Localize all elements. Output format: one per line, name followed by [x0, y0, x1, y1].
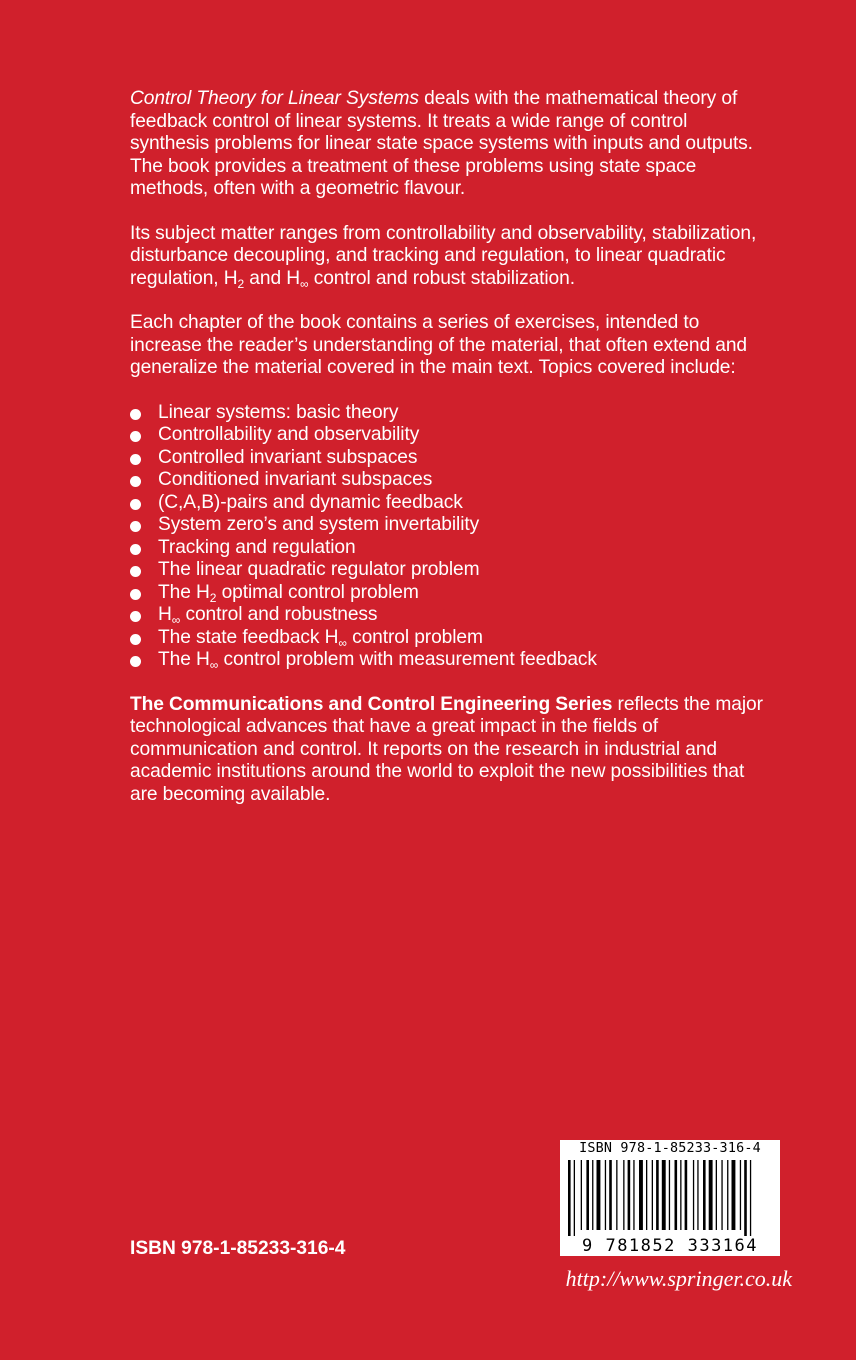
- list-item: [130, 537, 770, 560]
- barcode-bar: [685, 1160, 688, 1230]
- barcode-bar: [680, 1160, 681, 1230]
- series-text: reflects the major technological advances that have a great impact in the fields of communication and control. It reports on the research in industrial and academic institutions around the world to exploit the new possibilities that are becoming available.: [130, 693, 763, 805]
- list-item: [130, 469, 770, 492]
- barcode-bar: [652, 1160, 653, 1230]
- list-item: [130, 424, 770, 447]
- back-cover-text: [130, 88, 770, 828]
- topic-label: Controllability and observability: [158, 424, 420, 445]
- bullet-icon: [130, 499, 141, 510]
- barcode-bar: [628, 1160, 631, 1230]
- barcode-bar: [693, 1160, 694, 1230]
- topic-label: control and robustness: [180, 604, 378, 625]
- topics-list: [130, 402, 770, 672]
- topic-label: H: [158, 604, 172, 625]
- subject-text-mid: and H: [244, 267, 301, 289]
- barcode-bar: [616, 1160, 617, 1230]
- barcode-bar: [574, 1160, 575, 1236]
- barcode-bar: [662, 1160, 666, 1230]
- barcode-bar: [639, 1160, 643, 1230]
- bullet-icon: [130, 476, 141, 487]
- barcode-bar: [709, 1160, 713, 1230]
- subject-text-start: Its subject matter ranges from controllability and observability, stabilization, disturbance decoupling, and tracking and regulation, to linear quadratic regulation, H: [130, 222, 757, 289]
- subscript-infinity: ∞: [338, 635, 347, 650]
- barcode-bar: [605, 1160, 606, 1230]
- bullet-icon: [130, 589, 141, 600]
- list-item: [130, 559, 770, 582]
- intro-text: deals with the mathematical theory of feedback control of linear systems. It treats a wide range of control synthesis problems for linear state space systems with inputs and outputs. The book provides a treatment of these problems using state space methods, often with a geometric flavour.: [130, 88, 753, 199]
- barcode: [560, 1140, 780, 1256]
- bullet-icon: [130, 566, 141, 577]
- series-paragraph: [130, 694, 770, 807]
- list-item: [130, 627, 770, 650]
- barcode-bar: [744, 1160, 747, 1236]
- topic-label: optimal control problem: [216, 581, 419, 603]
- barcode-bar: [633, 1160, 634, 1230]
- subscript-2: 2: [209, 590, 217, 605]
- bullet-icon: [130, 431, 141, 442]
- barcode-bar: [721, 1160, 722, 1230]
- subscript-infinity: ∞: [171, 613, 181, 627]
- subscript-infinity: ∞: [300, 276, 309, 291]
- topic-label: (C,A,B)-pairs and dynamic feedback: [158, 491, 463, 513]
- barcode-isbn-text: ISBN 978-1-85233-316-4: [579, 1141, 761, 1156]
- barcode-bar: [675, 1160, 678, 1230]
- bullet-icon: [130, 521, 141, 532]
- bullet-icon: [130, 409, 141, 420]
- subscript-2: 2: [237, 276, 245, 291]
- bullet-icon: [130, 611, 141, 622]
- topic-label: Linear systems: basic theory: [158, 401, 399, 423]
- barcode-bar: [727, 1160, 728, 1230]
- series-name: The Communications and Control Engineering Series: [130, 693, 613, 715]
- barcode-bar: [656, 1160, 659, 1230]
- list-item: [130, 492, 770, 515]
- list-item: [130, 447, 770, 470]
- subject-paragraph: [130, 223, 770, 291]
- topic-label: The H: [158, 649, 210, 670]
- barcode-bar: [592, 1160, 593, 1230]
- intro-paragraph: [130, 88, 770, 201]
- barcode-bar: [732, 1160, 736, 1230]
- topic-label: The linear quadratic regulator problem: [158, 559, 480, 580]
- topic-label: The H: [158, 581, 210, 603]
- barcode-bars: [566, 1160, 774, 1236]
- chapters-paragraph: Each chapter of the book contains a series of exercises, intended to increase the reader’s understanding of the material, that often extend and generalize the material covered in the main text. Topics covered include:: [130, 312, 747, 378]
- barcode-digits: 9 781852 333164: [562, 1236, 778, 1256]
- topic-label: Controlled invariant subspaces: [158, 446, 418, 468]
- barcode-bar: [623, 1160, 624, 1230]
- topic-label: Tracking and regulation: [158, 536, 356, 558]
- list-item: [130, 514, 770, 537]
- topic-label: Conditioned invariant subspaces: [158, 469, 433, 490]
- barcode-bar: [597, 1160, 601, 1230]
- list-item: [130, 604, 770, 627]
- bullet-icon: [130, 454, 141, 465]
- barcode-bar: [581, 1160, 582, 1230]
- book-title: Control Theory for Linear Systems: [130, 88, 419, 109]
- barcode-bar: [750, 1160, 751, 1236]
- barcode-bar: [669, 1160, 670, 1230]
- bullet-icon: [130, 544, 141, 555]
- subscript-infinity: ∞: [209, 658, 219, 672]
- topic-label: System zero’s and system invertability: [158, 514, 480, 535]
- topic-label: control problem with measurement feedback: [218, 649, 597, 670]
- barcode-bar: [646, 1160, 647, 1230]
- list-item: [130, 582, 770, 605]
- barcode-bar: [716, 1160, 717, 1230]
- barcode-bar: [703, 1160, 706, 1230]
- barcode-bar: [697, 1160, 698, 1230]
- publisher-url[interactable]: http://www.springer.co.uk: [565, 1266, 792, 1291]
- list-item: [130, 649, 770, 672]
- barcode-bar: [568, 1160, 571, 1236]
- barcode-bar: [586, 1160, 589, 1230]
- subject-text-end: control and robust stabilization.: [308, 267, 575, 289]
- bullet-icon: [130, 656, 141, 667]
- topic-label: The state feedback H: [158, 626, 339, 648]
- list-item: [130, 402, 770, 425]
- bullet-icon: [130, 634, 141, 645]
- barcode-bar: [609, 1160, 612, 1230]
- topic-label: control problem: [346, 626, 483, 648]
- isbn-label: ISBN 978-1-85233-316-4: [130, 1238, 346, 1259]
- barcode-bar: [740, 1160, 741, 1230]
